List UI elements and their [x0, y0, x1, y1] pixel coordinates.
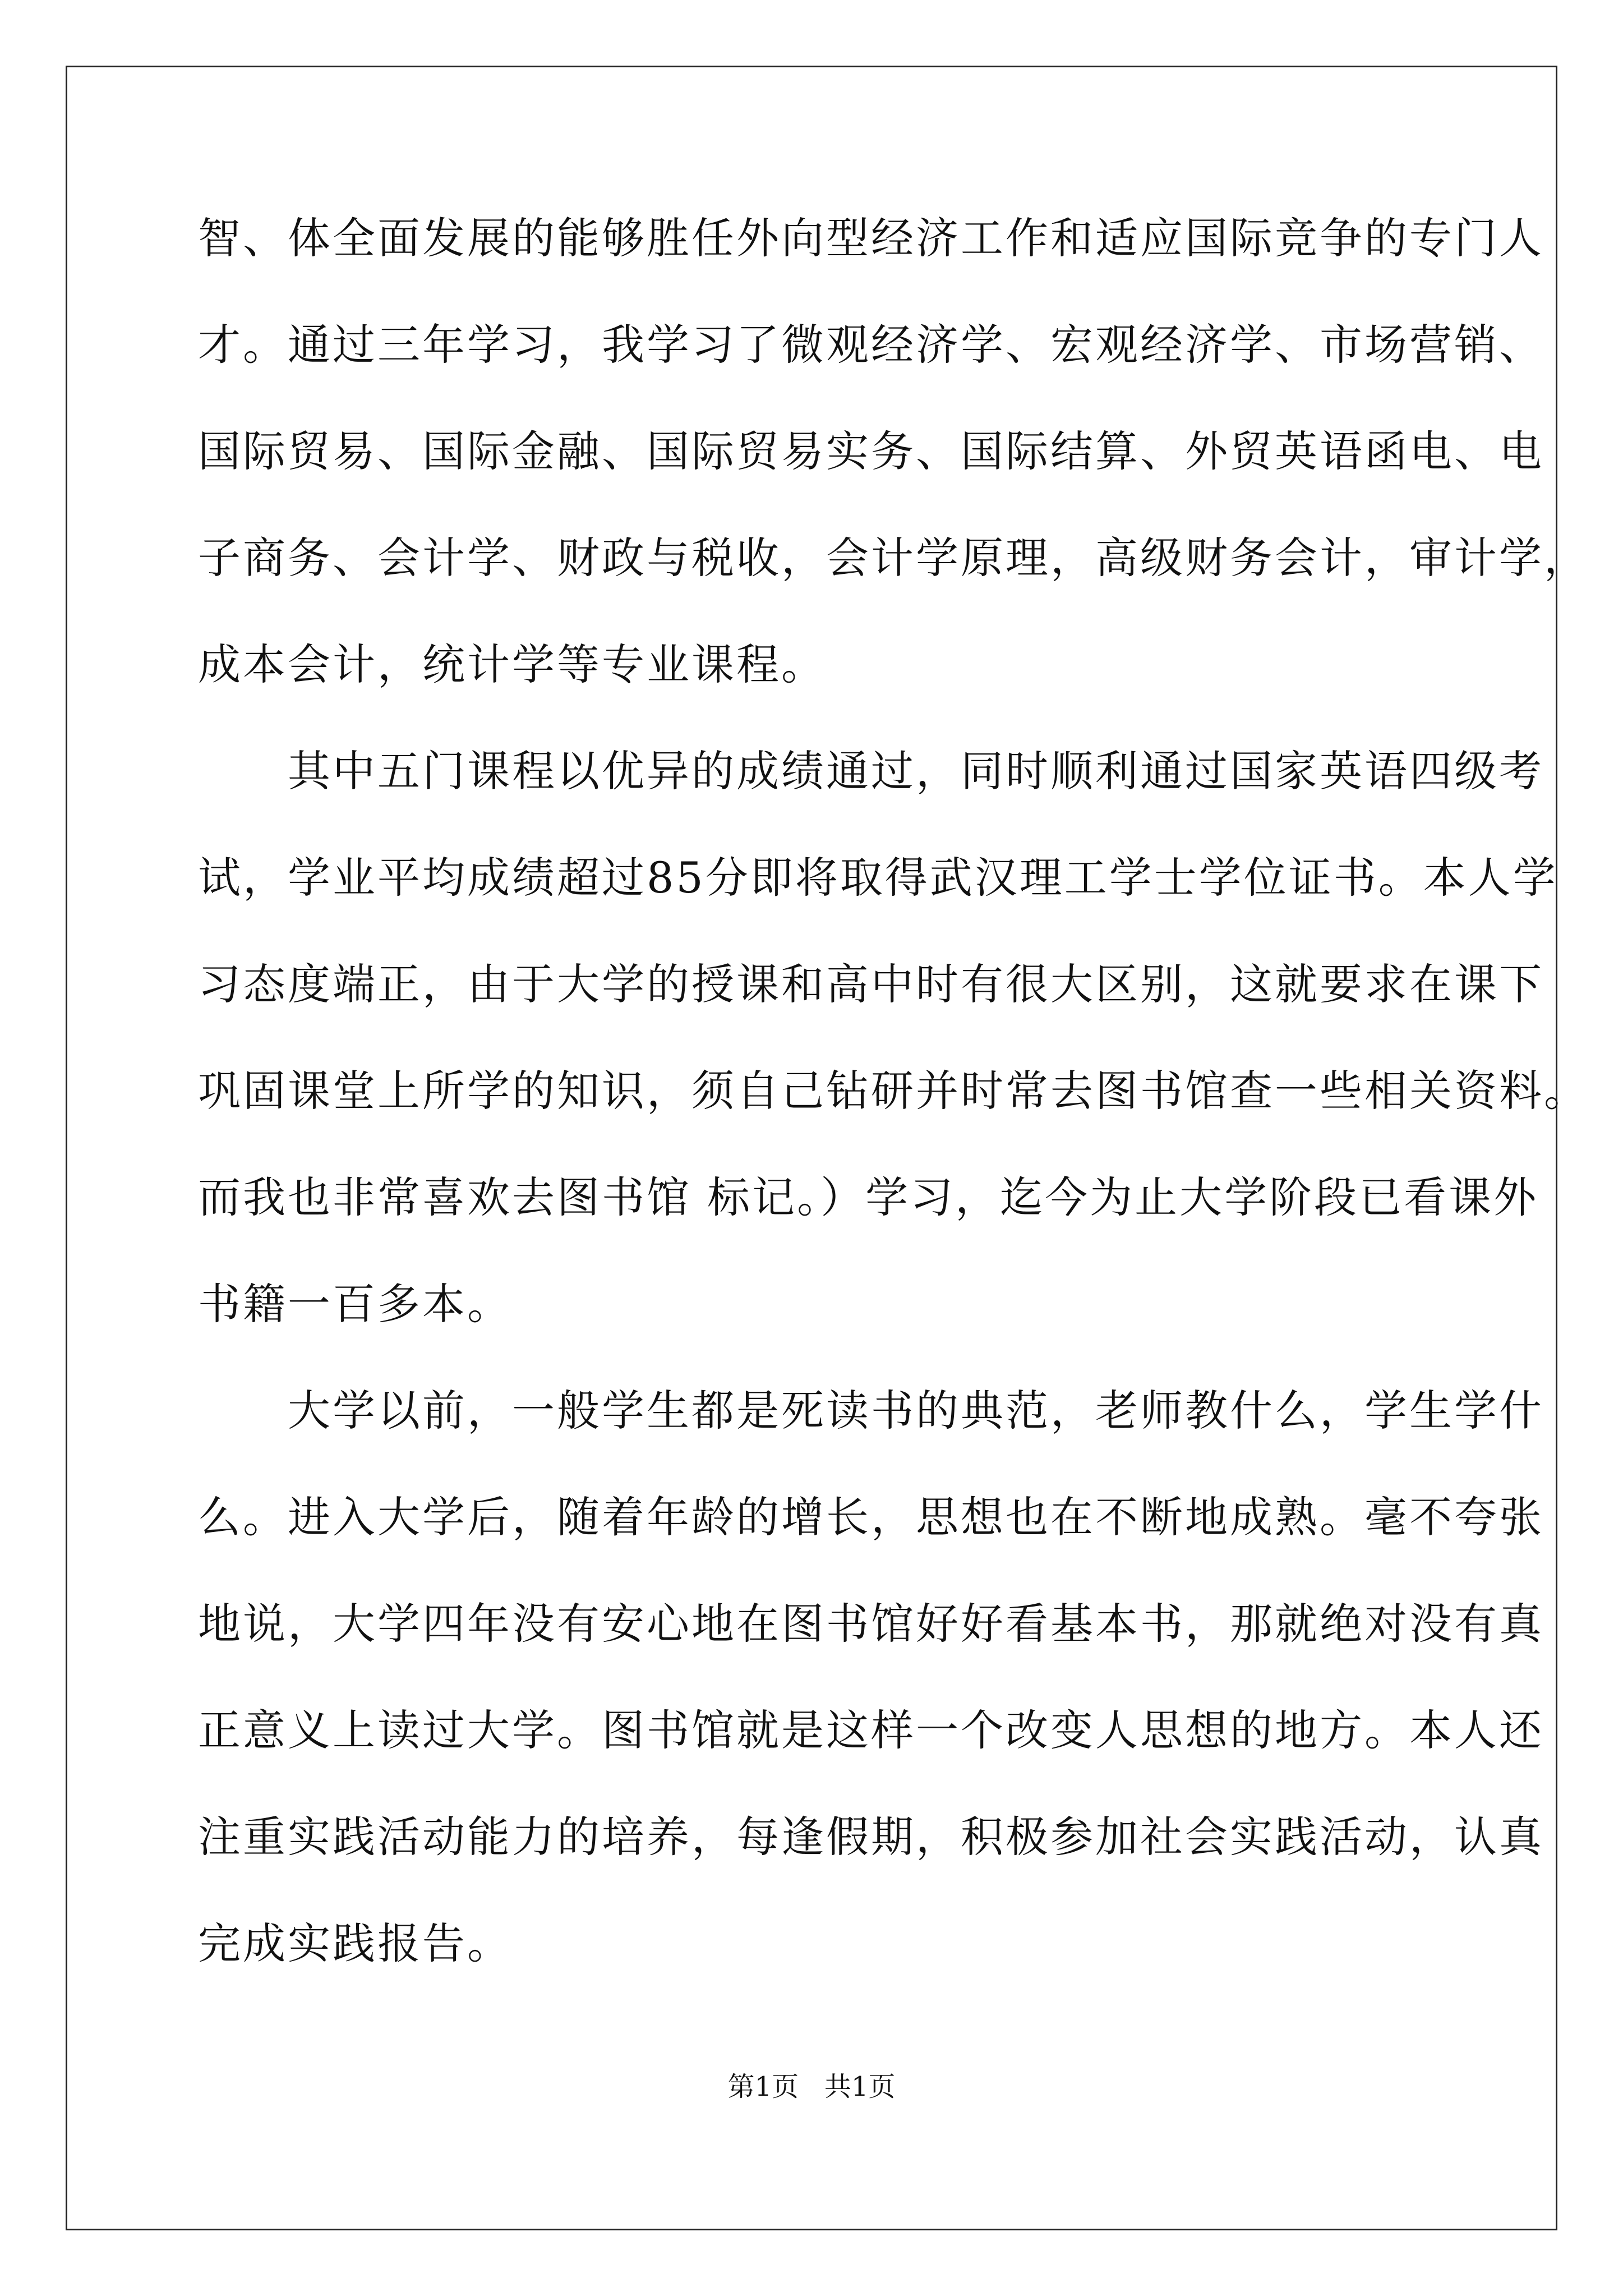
page-number: 第1页: [727, 2071, 799, 2102]
text-line: 其中五门课程以优异的成绩通过，同时顺利通过国家英语四级考: [198, 746, 1544, 796]
text-line: 智、体全面发展的能够胜任外向型经济工作和适应国际竞争的专门人: [198, 213, 1544, 263]
text-line: 完成实践报告。: [198, 1918, 512, 1968]
text-line: 大学以前，一般学生都是死读书的典范，老师教什么，学生学什: [198, 1386, 1544, 1435]
text-line: 子商务、会计学、财政与税收，会计学原理，高级财务会计，审计学，: [198, 533, 1589, 583]
text-line: 试，学业平均成绩超过85分即将取得武汉理工学士学位证书。本人学: [198, 853, 1558, 903]
text-line: 成本会计，统计学等专业课程。: [198, 639, 826, 689]
text-line: 习态度端正，由于大学的授课和高中时有很大区别，这就要求在课下: [198, 959, 1544, 1009]
text-line: 书籍一百多本。: [198, 1279, 512, 1329]
page-footer: [0, 2070, 1623, 2104]
text-line: 注重实践活动能力的培养，每逢假期，积极参加社会实践活动，认真: [198, 1812, 1544, 1862]
text-line: 么。进入大学后，随着年龄的增长，思想也在不断地成熟。毫不夸张: [198, 1492, 1544, 1542]
page-total: 共1页: [824, 2071, 896, 2102]
text-line: 才。通过三年学习，我学习了微观经济学、宏观经济学、市场营销、: [198, 320, 1544, 370]
text-line: 而我也非常喜欢去图书馆 标记。）学习，迄今为止大学阶段已看课外: [198, 1172, 1539, 1222]
text-line: 国际贸易、国际金融、国际贸易实务、国际结算、外贸英语函电、电: [198, 426, 1544, 476]
document-body: [198, 213, 1589, 2025]
text-line: 地说，大学四年没有安心地在图书馆好好看基本书，那就绝对没有真: [198, 1599, 1544, 1649]
text-line: 正意义上读过大学。图书馆就是这样一个改变人思想的地方。本人还: [198, 1705, 1544, 1755]
text-line: 巩固课堂上所学的知识，须自己钻研并时常去图书馆查一些相关资料。: [198, 1066, 1589, 1116]
